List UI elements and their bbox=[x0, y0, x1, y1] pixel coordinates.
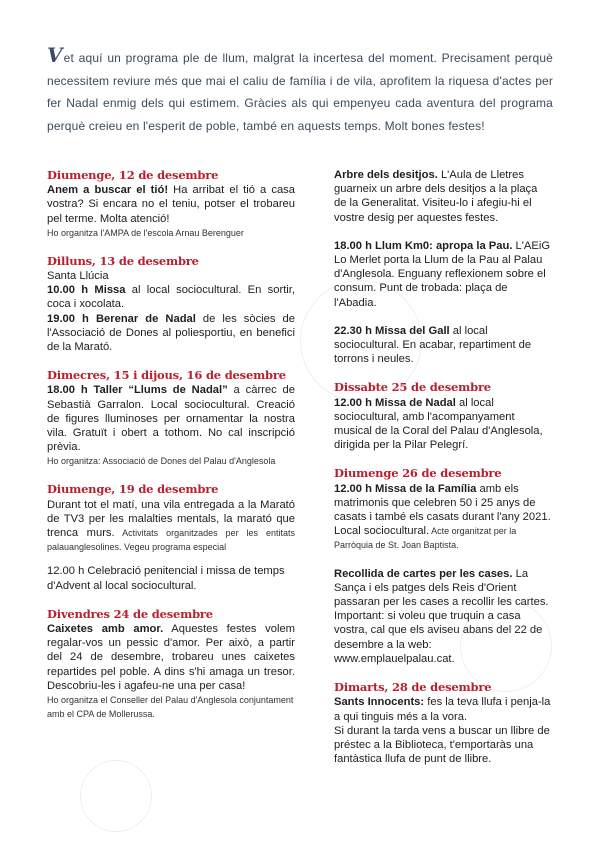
event-text: Aquestes festes volem regalar-vos un pessic d'amor. Per això, a partir del 24 de desembre, trobareu unes caixetes repartides pel poble. A dins s'hi amaga un tresor. Descobriu-les i agafeu-ne una per casa! bbox=[47, 623, 295, 692]
intro-dropcap: V bbox=[47, 43, 63, 67]
right-column bbox=[334, 168, 552, 780]
event-title: Anem a buscar el tió! bbox=[47, 184, 169, 197]
date-heading: Divendres 24 de desembre bbox=[47, 606, 213, 621]
event-description: 12.00 h Celebració penitencial i missa de temps d'Advent al local sociocultural. bbox=[47, 565, 285, 592]
event-text: al local sociocultural, amb l'acompanyament musical de la Coral del Palau d'Anglesola, dirigida per la Pilar Pelegrí. bbox=[334, 396, 543, 452]
event-block-arbre bbox=[334, 168, 552, 225]
event-title: 12.00 h Missa de Nadal bbox=[334, 396, 456, 409]
event-description bbox=[47, 283, 295, 311]
event-text: La Sança i els patges dels Reis d'Orient passaran per les cases a recollir les cartes. Important: si voleu que truquin a casa vostra, cal que els aviseu abans del 22 de desembre a la web: www.emplauelpalau.cat. bbox=[334, 567, 549, 665]
event-title: 18.00 h Taller “Llums de Nadal” bbox=[47, 384, 228, 397]
intro-text: et aquí un programa ple de llum, malgrat la incertesa del moment. Precisament perquè necessitem reviure més que mai el caliu de família i de vila, aprofitem la riquesa d'actes per fer Nadal enmig dels qui estimem. Gràcies als qui empenyeu cada aventura del programa perquè creieu en l'esperit de poble, també en aquests temps. Molt bones festes! bbox=[47, 51, 553, 133]
event-text: L'AEiG Lo Merlet porta la Llum de la Pau al Palau d'Anglesola. Enguany reflexionem sobre el consum. Punt de trobada: plaça de l'Abadia. bbox=[334, 239, 551, 309]
event-text: fes la teva llufa i penja-la a qui tinguis més a la vora. bbox=[334, 696, 551, 723]
event-title: 22.30 h Missa del Gall bbox=[334, 324, 450, 337]
organizer-note: Activitats organitzades per les entitats palauanglesolines. Vegeu programa especial bbox=[47, 528, 295, 553]
date-heading: Dissabte 25 de desembre bbox=[334, 380, 491, 395]
event-description bbox=[334, 239, 552, 310]
event-description bbox=[47, 183, 295, 226]
event-description bbox=[334, 482, 552, 553]
date-heading: Diumenge, 12 de desembre bbox=[47, 168, 219, 182]
event-block-gall bbox=[334, 324, 552, 367]
left-column bbox=[47, 168, 295, 735]
intro-paragraph bbox=[47, 44, 553, 137]
event-description bbox=[334, 168, 552, 225]
event-description bbox=[334, 396, 552, 453]
organizer-note: Acte organitzat per la Parròquia de St. Joan Baptista. bbox=[334, 526, 517, 551]
saint-day: Santa Llúcia bbox=[47, 270, 109, 283]
event-text: de les sòcies de l'Associació de Dones al poliesportiu, en benefici de la Marató. bbox=[47, 312, 295, 354]
event-title: 10.00 h Missa bbox=[47, 284, 126, 297]
event-block-15 bbox=[47, 368, 295, 468]
event-title: 18.00 h Llum Km0: apropa la Pau. bbox=[334, 239, 513, 252]
organizer-note: Ho organitza el Conseller del Palau d'Anglesola conjuntament amb el CPA de Mollerussa. bbox=[47, 695, 294, 720]
event-block-cartes bbox=[334, 567, 552, 666]
event-block-12 bbox=[47, 168, 295, 240]
event-block-28 bbox=[334, 680, 552, 766]
date-heading: Dimecres, 15 i dijous, 16 de desembre bbox=[47, 368, 286, 383]
event-title: 12.00 h Missa de la Família bbox=[334, 482, 477, 495]
event-text: L'Aula de Lletres guarneix un arbre dels desitjos a la plaça de la Generalitat. Visiteu-lo i afegiu-hi el vostre desig per aquestes festes. bbox=[334, 169, 538, 224]
event-description bbox=[334, 324, 552, 367]
event-block-13 bbox=[47, 254, 295, 354]
event-text: al local sociocultural. En acabar, repartiment de torrons i neules. bbox=[334, 324, 532, 366]
event-description bbox=[47, 498, 295, 555]
event-text: al local sociocultural. En sortir, coca i xocolata. bbox=[47, 284, 296, 311]
event-block-25 bbox=[334, 380, 552, 452]
event-text: Ha arribat el tió a casa vostra? Si encara no el teniu, potser el trobareu pel terme. Molta atenció! bbox=[47, 184, 295, 225]
event-title: 19.00 h Berenar de Nadal bbox=[47, 312, 196, 325]
organizer-note: Ho organitza: Associació de Dones del Palau d'Anglesola bbox=[47, 456, 276, 467]
event-description bbox=[334, 695, 552, 723]
date-heading: Dilluns, 13 de desembre bbox=[47, 253, 199, 268]
date-heading: Diumenge, 19 de desembre bbox=[47, 482, 219, 497]
event-title: Sants Innocents: bbox=[334, 696, 425, 709]
event-title: Recollida de cartes per les cases. bbox=[334, 567, 513, 580]
event-title: Caixetes amb amor. bbox=[47, 623, 164, 636]
event-block-19 bbox=[47, 482, 295, 592]
event-text: Durant tot el matí, una vila entregada a la Marató de TV3 per les malalties mentals, la marató que trenca murs. bbox=[47, 498, 295, 540]
event-block-26 bbox=[334, 466, 552, 552]
organizer-note: Ho organitza l'AMPA de l'escola Arnau Berenguer bbox=[47, 227, 244, 238]
event-description: Si durant la tarda vens a buscar un llibre de préstec a la Biblioteca, t'emportaràs una fantàstica llufa de punt de llibre. bbox=[334, 724, 550, 766]
event-text: a càrrec de Sebastià Garralon. Local sociocultural. Creació de figures lluminoses per ornamentar la nostra vila. Gratuït i obert a tothom. No cal inscripció prèvia. bbox=[47, 384, 295, 454]
event-text: amb els matrimonis que celebren 50 i 25 anys de casats i també els casats durant l'any 2021. Local sociocultural. bbox=[334, 482, 551, 538]
event-block-llum bbox=[334, 239, 552, 310]
event-title: Arbre dels desitjos. bbox=[334, 169, 438, 181]
event-description bbox=[334, 567, 552, 666]
event-block-24 bbox=[47, 607, 295, 721]
event-description bbox=[47, 622, 295, 693]
background-ornament bbox=[80, 760, 152, 832]
event-description bbox=[47, 383, 295, 454]
date-heading: Diumenge 26 de desembre bbox=[334, 466, 502, 481]
event-description bbox=[47, 312, 295, 355]
date-heading: Dimarts, 28 de desembre bbox=[334, 680, 492, 695]
